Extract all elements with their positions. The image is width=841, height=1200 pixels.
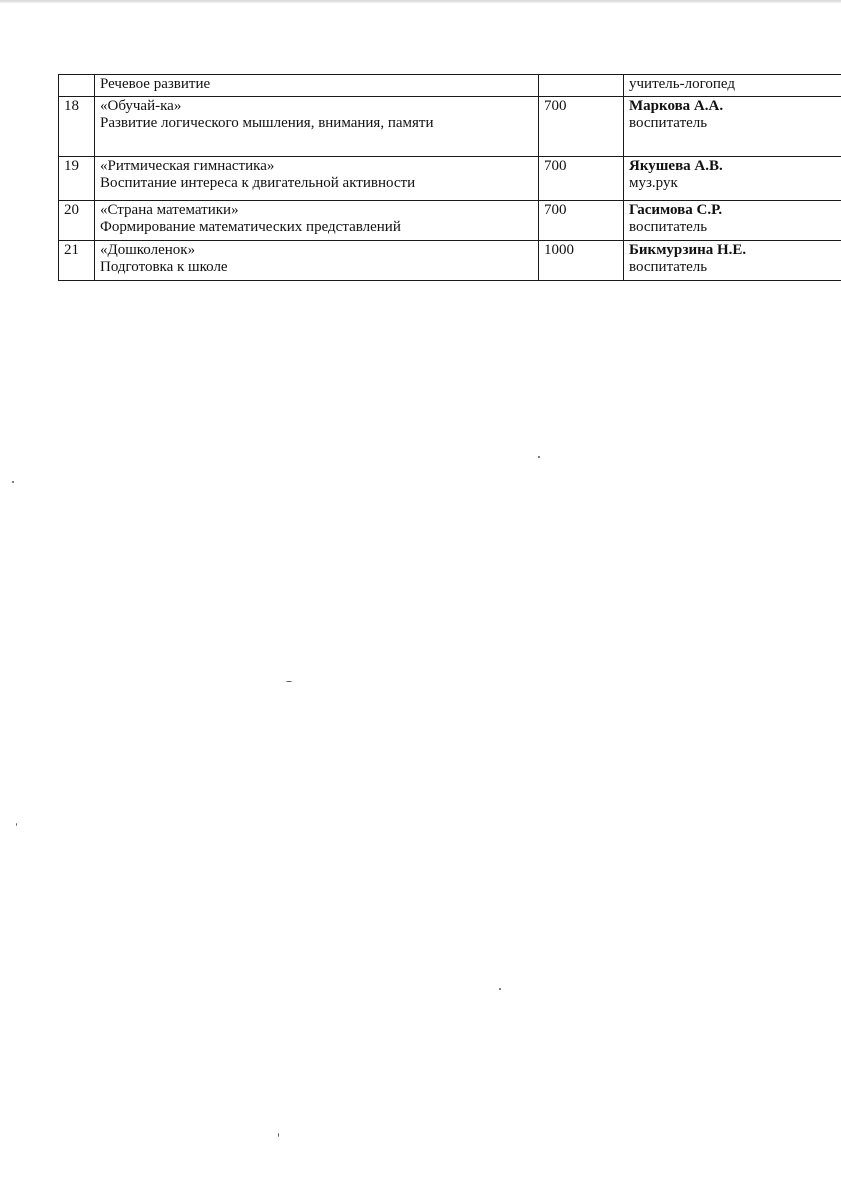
scan-speck (499, 988, 501, 990)
programs-table (58, 74, 841, 281)
cell-price: 700 (539, 97, 624, 157)
program-description: Формирование математических представлений (100, 219, 401, 235)
program-title: «Обучай-ка» (100, 98, 182, 114)
program-description: Речевое развитие (100, 76, 211, 92)
cell-teacher (624, 157, 841, 201)
cell-program (95, 97, 539, 157)
cell-teacher (624, 241, 841, 281)
teacher-name: Маркова А.А. (629, 98, 724, 114)
teacher-role: муз.рук (629, 175, 678, 191)
cell-number: 18 (59, 97, 95, 157)
cell-price (539, 75, 624, 97)
cell-price: 1000 (539, 241, 624, 281)
cell-number: 20 (59, 201, 95, 241)
teacher-name: Якушева А.В. (629, 158, 723, 174)
scan-speck (12, 481, 14, 483)
teacher-role: учитель-логопед (629, 76, 735, 92)
program-title: «Дошколенок» (100, 242, 196, 258)
program-title: «Страна математики» (100, 202, 239, 218)
table-row (59, 97, 841, 157)
scan-speck (286, 681, 292, 682)
teacher-role: воспитатель (629, 115, 708, 131)
table-row-continued (59, 75, 841, 97)
table-row (59, 201, 841, 241)
program-description: Развитие логического мышления, внимания, памяти (100, 115, 434, 131)
table-row (59, 157, 841, 201)
cell-program (95, 157, 539, 201)
program-description: Подготовка к школе (100, 259, 228, 275)
table-row (59, 241, 841, 281)
teacher-role: воспитатель (629, 259, 708, 275)
cell-price: 700 (539, 201, 624, 241)
program-title: «Ритмическая гимнастика» (100, 158, 275, 174)
cell-number (59, 75, 95, 97)
teacher-name: Гасимова С.Р. (629, 202, 723, 218)
scan-speck (278, 1133, 279, 1137)
program-description: Воспитание интереса к двигательной активности (100, 175, 416, 191)
cell-program (95, 75, 539, 97)
cell-teacher (624, 75, 841, 97)
cell-program (95, 241, 539, 281)
cell-program (95, 201, 539, 241)
scan-speck (16, 823, 17, 826)
cell-teacher (624, 201, 841, 241)
scan-page-edge (0, 0, 841, 3)
cell-teacher (624, 97, 841, 157)
scan-speck (538, 456, 540, 458)
cell-number: 19 (59, 157, 95, 201)
cell-price: 700 (539, 157, 624, 201)
teacher-name: Бикмурзина Н.Е. (629, 242, 747, 258)
cell-number: 21 (59, 241, 95, 281)
teacher-role: воспитатель (629, 219, 708, 235)
